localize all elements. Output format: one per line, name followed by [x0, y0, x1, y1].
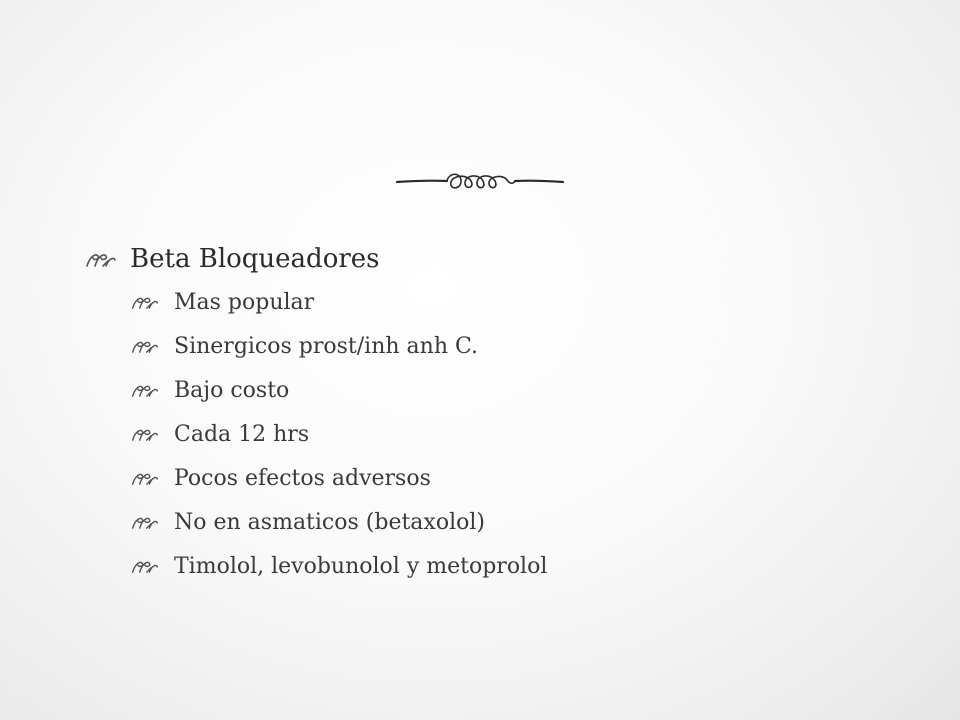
bullet-list	[84, 238, 904, 588]
curl-bullet-icon	[130, 336, 160, 356]
curl-bullet-icon	[130, 424, 160, 444]
list-item	[130, 368, 904, 412]
curl-bullet-icon	[130, 468, 160, 488]
list-item-label: Bajo costo	[174, 377, 290, 403]
sub-list	[84, 280, 904, 588]
curl-bullet-icon	[130, 292, 160, 312]
list-item	[130, 456, 904, 500]
scroll-flourish-icon	[395, 168, 565, 196]
list-item	[130, 324, 904, 368]
list-item-label: Cada 12 hrs	[174, 421, 310, 447]
list-item-label: Timolol, levobunolol y metoprolol	[174, 553, 548, 579]
list-item-label: Beta Bloqueadores	[130, 244, 380, 274]
list-item-label: Pocos efectos adversos	[174, 465, 431, 491]
curl-bullet-icon	[130, 512, 160, 532]
list-item-main	[84, 238, 904, 280]
curl-bullet-icon	[130, 556, 160, 576]
list-item	[130, 280, 904, 324]
curl-bullet-icon	[130, 380, 160, 400]
list-item-label: Mas popular	[174, 289, 315, 315]
list-item	[130, 500, 904, 544]
list-item-label: Sinergicos prost/inh anh C.	[174, 333, 479, 359]
curl-bullet-icon	[84, 248, 118, 270]
list-item	[130, 544, 904, 588]
list-item-label: No en asmaticos (betaxolol)	[174, 509, 485, 535]
list-item	[130, 412, 904, 456]
